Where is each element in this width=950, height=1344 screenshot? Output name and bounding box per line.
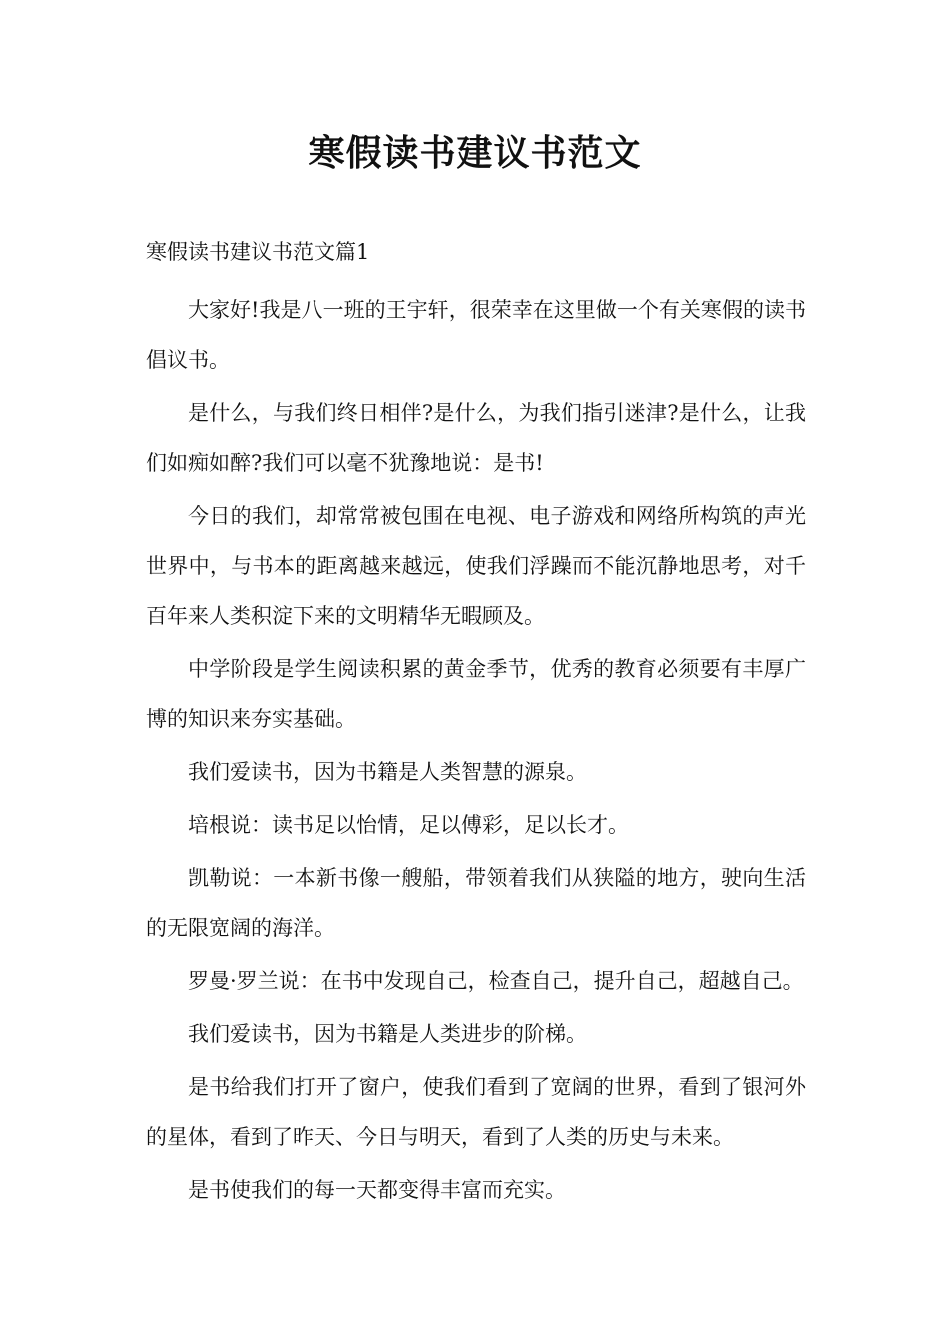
paragraph-7: 凯勒说：一本新书像一艘船，带领着我们从狭隘的地方，驶向生活的无限宽阔的海洋。 bbox=[146, 866, 806, 940]
section-heading: 寒假读书建议书范文篇1 bbox=[146, 240, 370, 264]
paragraph-9: 我们爱读书，因为书籍是人类进步的阶梯。 bbox=[188, 1022, 587, 1046]
document-body bbox=[146, 232, 806, 1218]
paragraph-1: 大家好!我是八一班的王宇轩，很荣幸在这里做一个有关寒假的读书倡议书。 bbox=[146, 298, 806, 372]
paragraph-8: 罗曼·罗兰说：在书中发现自己，检查自己，提升自己，超越自己。 bbox=[188, 969, 804, 993]
paragraph-11: 是书使我们的每一天都变得丰富而充实。 bbox=[188, 1178, 566, 1202]
paragraph-5: 我们爱读书，因为书籍是人类智慧的源泉。 bbox=[188, 760, 587, 784]
paragraph-3: 今日的我们，却常常被包围在电视、电子游戏和网络所构筑的声光世界中，与书本的距离越来越远，使我们浮躁而不能沉静地思考，对千百年来人类积淀下来的文明精华无暇顾及。 bbox=[146, 504, 806, 628]
paragraph-6: 培根说：读书足以怡情，足以傅彩，足以长才。 bbox=[188, 813, 629, 837]
paragraph-10: 是书给我们打开了窗户，使我们看到了宽阔的世界，看到了银河外的星体，看到了昨天、今日与明天，看到了人类的历史与未来。 bbox=[146, 1075, 806, 1149]
paragraph-2: 是什么，与我们终日相伴?是什么，为我们指引迷津?是什么，让我们如痴如醉?我们可以毫不犹豫地说：是书! bbox=[146, 401, 806, 475]
paragraph-4: 中学阶段是学生阅读积累的黄金季节，优秀的教育必须要有丰厚广博的知识来夯实基础。 bbox=[146, 657, 806, 731]
document-title: 寒假读书建议书范文 bbox=[308, 132, 642, 174]
